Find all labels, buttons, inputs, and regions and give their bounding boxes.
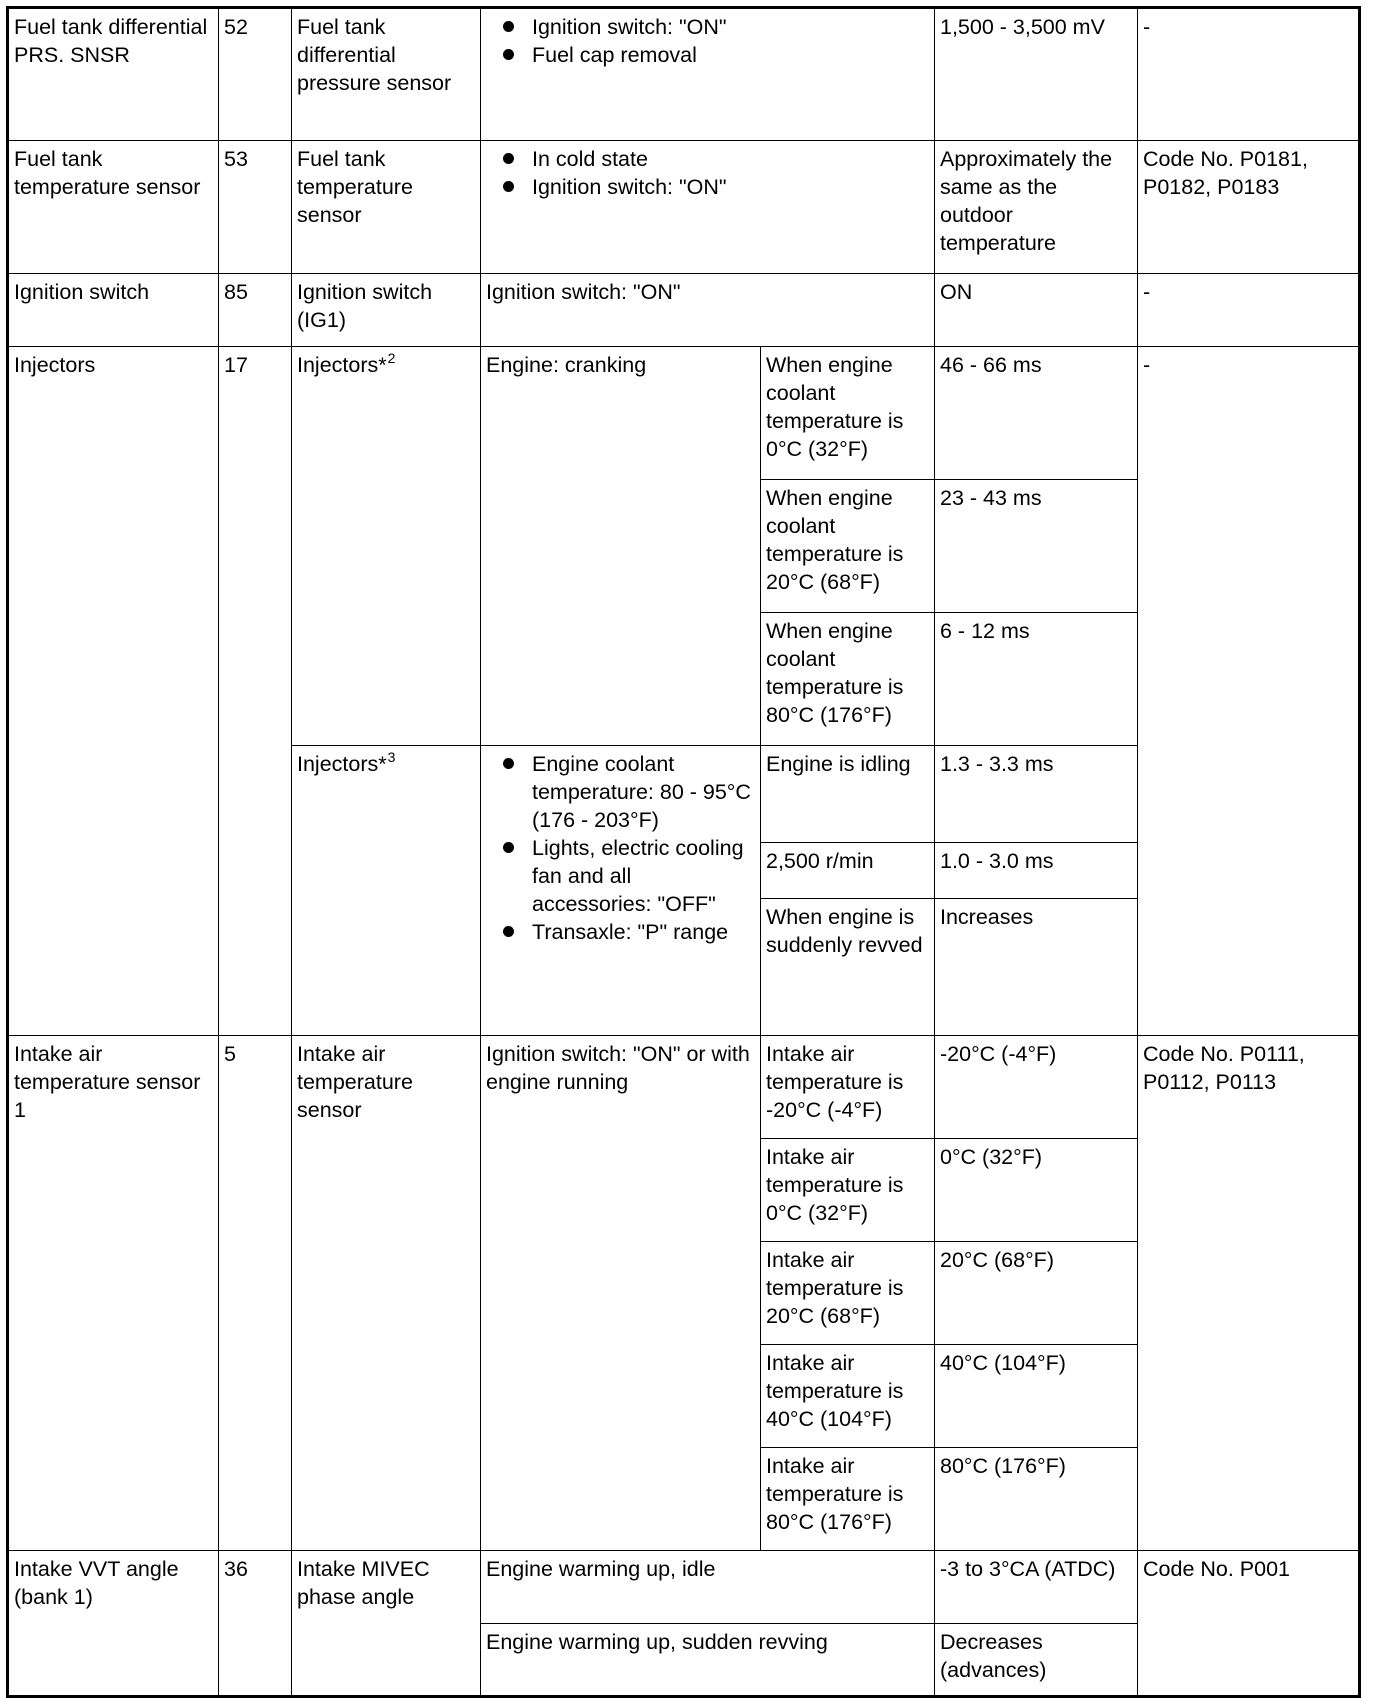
detail-cell: 2,500 r/min bbox=[761, 843, 935, 899]
inspection-item-cell bbox=[292, 746, 481, 1036]
item-no-cell: 36 bbox=[219, 1551, 292, 1697]
normal-value-cell: ON bbox=[935, 274, 1138, 347]
detail-cell: Intake air temperature is 20°C (68°F) bbox=[761, 1242, 935, 1345]
list-item: Transaxle: "P" range bbox=[486, 918, 755, 946]
footnote-mark: 3 bbox=[387, 749, 396, 765]
normal-value-cell: 46 - 66 ms bbox=[935, 347, 1138, 480]
inspection-item-cell bbox=[292, 347, 481, 746]
condition-cell: Engine warming up, sudden revving bbox=[481, 1624, 935, 1697]
inspection-item-cell: Fuel tank differential pressure sensor bbox=[292, 8, 481, 141]
normal-value-cell: 20°C (68°F) bbox=[935, 1242, 1138, 1345]
normal-value-cell: 1.0 - 3.0 ms bbox=[935, 843, 1138, 899]
item-cell: Fuel tank temperature sensor bbox=[8, 141, 219, 274]
item-no-cell: 85 bbox=[219, 274, 292, 347]
item-no-cell: 5 bbox=[219, 1036, 292, 1551]
detail-cell: When engine coolant temperature is 20°C (68°F) bbox=[761, 480, 935, 613]
item-no-cell: 17 bbox=[219, 347, 292, 1036]
footnote-mark: 2 bbox=[387, 350, 396, 366]
reference-cell: - bbox=[1138, 8, 1360, 141]
reference-cell: Code No. P0181, P0182, P0183 bbox=[1138, 141, 1360, 274]
injectors-label: Injectors* bbox=[297, 752, 387, 776]
reference-cell: Code No. P0111, P0112, P0113 bbox=[1138, 1036, 1360, 1551]
detail-cell: Intake air temperature is -20°C (-4°F) bbox=[761, 1036, 935, 1139]
table-row bbox=[8, 1551, 1360, 1624]
detail-cell: Engine is idling bbox=[761, 746, 935, 843]
item-cell: Fuel tank differential PRS. SNSR bbox=[8, 8, 219, 141]
normal-value-cell: Approximately the same as the outdoor temperature bbox=[935, 141, 1138, 274]
spec-page bbox=[6, 6, 1358, 1698]
detail-cell: Intake air temperature is 80°C (176°F) bbox=[761, 1448, 935, 1551]
table-row bbox=[8, 347, 1360, 480]
table-row bbox=[8, 1036, 1360, 1139]
reference-cell: - bbox=[1138, 274, 1360, 347]
normal-value-cell: 0°C (32°F) bbox=[935, 1139, 1138, 1242]
table-row bbox=[8, 274, 1360, 347]
condition-cell bbox=[481, 746, 761, 1036]
list-item: Engine coolant temperature: 80 - 95°C (176 - 203°F) bbox=[486, 750, 755, 834]
item-cell: Intake air temperature sensor 1 bbox=[8, 1036, 219, 1551]
normal-value-cell: -3 to 3°CA (ATDC) bbox=[935, 1551, 1138, 1624]
list-item: Lights, electric cooling fan and all accessories: "OFF" bbox=[486, 834, 755, 918]
normal-value-cell: 23 - 43 ms bbox=[935, 480, 1138, 613]
item-cell: Intake VVT angle (bank 1) bbox=[8, 1551, 219, 1697]
table-row bbox=[8, 141, 1360, 274]
condition-cell: Engine warming up, idle bbox=[481, 1551, 935, 1624]
normal-value-cell: 80°C (176°F) bbox=[935, 1448, 1138, 1551]
list-item: Fuel cap removal bbox=[486, 41, 929, 69]
item-cell: Injectors bbox=[8, 347, 219, 1036]
item-cell: Ignition switch bbox=[8, 274, 219, 347]
normal-value-cell: 40°C (104°F) bbox=[935, 1345, 1138, 1448]
condition-cell bbox=[481, 8, 935, 141]
normal-value-cell: Decreases (advances) bbox=[935, 1624, 1138, 1697]
list-item: Ignition switch: "ON" bbox=[486, 173, 929, 201]
condition-cell bbox=[481, 141, 935, 274]
normal-value-cell: 1.3 - 3.3 ms bbox=[935, 746, 1138, 843]
inspection-item-cell: Intake MIVEC phase angle bbox=[292, 1551, 481, 1697]
service-data-table bbox=[6, 6, 1361, 1698]
condition-cell: Ignition switch: "ON" or with engine running bbox=[481, 1036, 761, 1551]
item-no-cell: 52 bbox=[219, 8, 292, 141]
normal-value-cell: 6 - 12 ms bbox=[935, 613, 1138, 746]
normal-value-cell: Increases bbox=[935, 899, 1138, 1036]
inspection-item-cell: Fuel tank temperature sensor bbox=[292, 141, 481, 274]
detail-cell: When engine coolant temperature is 0°C (32°F) bbox=[761, 347, 935, 480]
reference-cell: Code No. P001 bbox=[1138, 1551, 1360, 1697]
detail-cell: When engine coolant temperature is 80°C (176°F) bbox=[761, 613, 935, 746]
detail-cell: When engine is suddenly revved bbox=[761, 899, 935, 1036]
normal-value-cell: -20°C (-4°F) bbox=[935, 1036, 1138, 1139]
injectors-label: Injectors* bbox=[297, 353, 387, 377]
item-no-cell: 53 bbox=[219, 141, 292, 274]
detail-cell: Intake air temperature is 0°C (32°F) bbox=[761, 1139, 935, 1242]
condition-cell: Engine: cranking bbox=[481, 347, 761, 746]
table-row bbox=[8, 8, 1360, 141]
list-item: Ignition switch: "ON" bbox=[486, 13, 929, 41]
reference-cell: - bbox=[1138, 347, 1360, 1036]
normal-value-cell: 1,500 - 3,500 mV bbox=[935, 8, 1138, 141]
inspection-item-cell: Ignition switch (IG1) bbox=[292, 274, 481, 347]
list-item: In cold state bbox=[486, 145, 929, 173]
inspection-item-cell: Intake air temperature sensor bbox=[292, 1036, 481, 1551]
detail-cell: Intake air temperature is 40°C (104°F) bbox=[761, 1345, 935, 1448]
condition-cell: Ignition switch: "ON" bbox=[481, 274, 935, 347]
